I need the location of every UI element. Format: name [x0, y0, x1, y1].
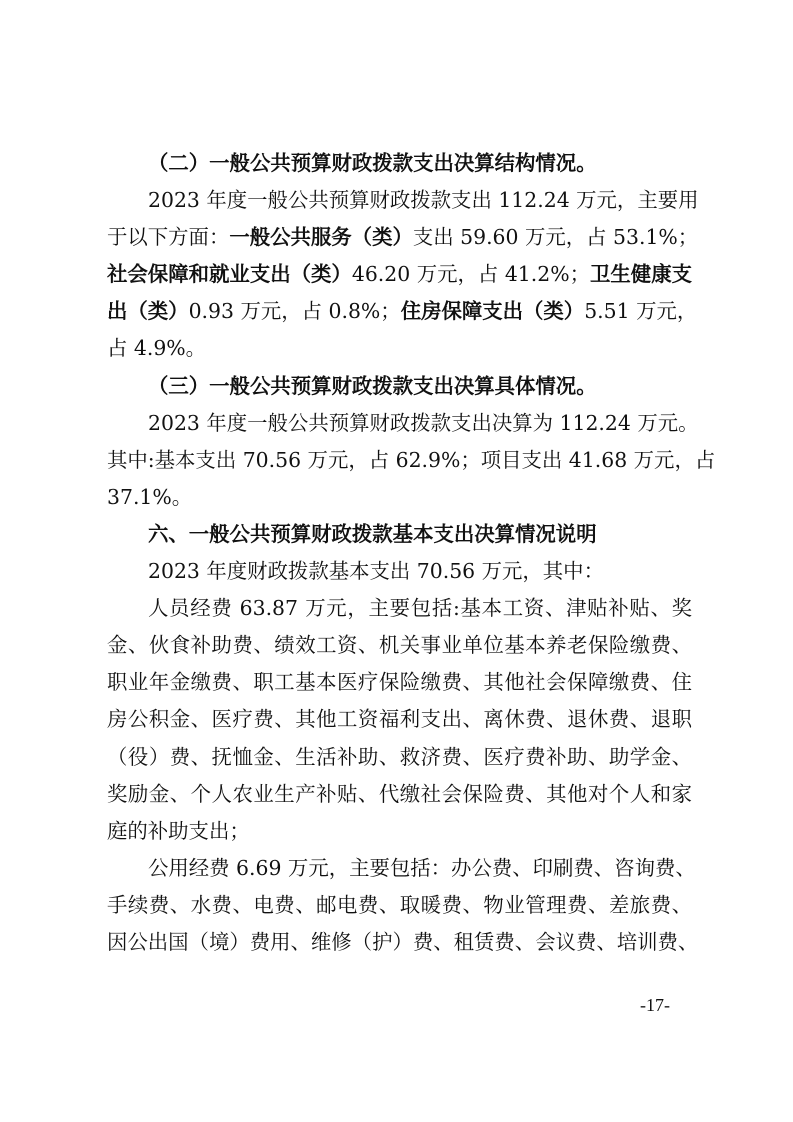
page-number: -17- [640, 995, 670, 1015]
section-3-paragraph-line: 37.1%。 [107, 484, 193, 509]
section-2-paragraph-line: 2023 年度一般公共预算财政拨款支出 112.24 万元，主要用 [148, 188, 699, 213]
section-3-heading: （三）一般公共预算财政拨款支出决算具体情况。 [148, 373, 597, 398]
text-run: 46.20 万元，占 41.2%； [351, 262, 590, 287]
category-health: 卫生健康支 [589, 262, 692, 287]
personnel-expense-line: 职业年金缴费、职工基本医疗保险缴费、其他社会保障缴费、住 [107, 670, 692, 695]
category-general-public-services: 一般公共服务（类） [229, 225, 413, 250]
personnel-expense-line: 金、伙食补助费、绩效工资、机关事业单位基本养老保险缴费、 [107, 633, 692, 658]
section-6-intro: 2023 年度财政拨款基本支出 70.56 万元，其中： [148, 559, 604, 584]
page-body [107, 145, 716, 961]
personnel-expense-line: 房公积金、医疗费、其他工资福利支出、离休费、退休费、退职 [107, 707, 692, 732]
section-2-paragraph-line [107, 293, 698, 330]
section-2-heading: （二）一般公共预算财政拨款支出决算结构情况。 [148, 151, 597, 175]
category-health-cont: 出（类） [107, 299, 189, 324]
public-expense-line: 公用经费 6.69 万元，主要包括：办公费、印刷费、咨询费、 [148, 855, 696, 880]
public-expense-line: 手续费、水费、电费、邮电费、取暖费、物业管理费、差旅费、 [107, 892, 692, 917]
personnel-expense-line: （役）费、抚恤金、生活补助、救济费、医疗费补助、助学金、 [107, 744, 692, 769]
text-run: 支出 59.60 万元，占 53.1%； [412, 225, 699, 250]
category-social-security: 社会保障和就业支出（类） [107, 262, 352, 287]
text-run: 于以下方面： [107, 225, 230, 250]
section-2-paragraph-line [107, 256, 692, 293]
section-3-paragraph-line: 其中:基本支出 70.56 万元，占 62.9%；项目支出 41.68 万元，占 [107, 447, 716, 472]
section-3-paragraph-line: 2023 年度一般公共预算财政拨款支出决算为 112.24 万元。 [148, 410, 699, 435]
text-run: 5.51 万元， [584, 299, 698, 324]
text-run: 0.93 万元，占 0.8%； [188, 299, 401, 324]
section-2-paragraph-line [107, 219, 699, 256]
personnel-expense-line: 人员经费 63.87 万元，主要包括:基本工资、津贴补贴、奖 [148, 596, 692, 621]
section-6-heading: 六、一般公共预算财政拨款基本支出决算情况说明 [148, 521, 597, 546]
public-expense-line: 因公出国（境）费用、维修（护）费、租赁费、会议费、培训费、 [107, 929, 699, 954]
section-2-paragraph-line: 占 4.9%。 [107, 336, 207, 361]
category-housing: 住房保障支出（类） [400, 299, 585, 324]
personnel-expense-line: 奖励金、个人农业生产补贴、代缴社会保险费、其他对个人和家 [107, 781, 692, 806]
personnel-expense-line: 庭的补助支出； [107, 818, 250, 843]
